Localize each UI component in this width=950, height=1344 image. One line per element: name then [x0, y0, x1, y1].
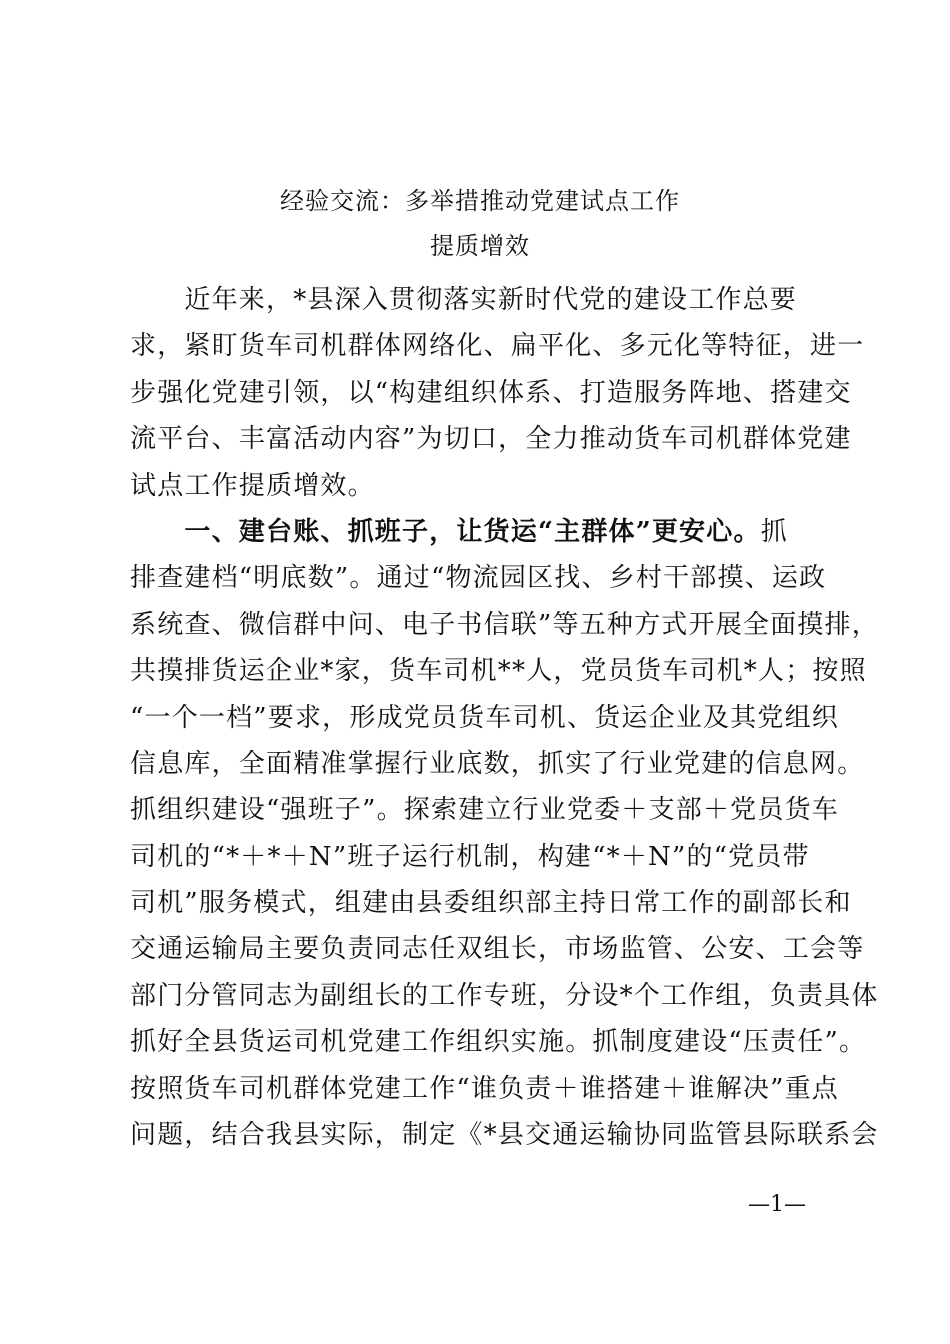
- body-line: 交通运输局主要负责同志任双组长，市场监管、公安、工会等: [130, 934, 865, 965]
- body-line: 共摸排货运企业*家，货车司机**人，党员货车司机*人；按照: [130, 656, 867, 687]
- body-line: 问题，结合我县实际，制定《*县交通运输协同监管县际联系会: [130, 1120, 879, 1151]
- body-line: 近年来，*县深入贯彻落实新时代党的建设工作总要: [130, 285, 798, 315]
- body-line: 排查建档“明底数”。通过“物流园区找、乡村干部摸、运政: [130, 563, 827, 594]
- section-heading-line: [130, 509, 830, 555]
- body-line: 抓组织建设“强班子”。探索建立行业党委＋支部＋党员货车: [130, 795, 839, 826]
- body-line: “一个一档”要求，形成党员货车司机、货运企业及其党组织: [130, 702, 839, 733]
- body-line: 试点工作提质增效。: [130, 470, 375, 501]
- body-line: 信息库，全面精准掌握行业底数，抓实了行业党建的信息网。: [130, 748, 865, 779]
- body-line: 抓好全县货运司机党建工作组织实施。抓制度建设“压责任”。: [130, 1027, 867, 1058]
- body-line: 司机”服务模式，组建由县委组织部主持日常工作的副部长和: [130, 888, 852, 919]
- section-heading-tail: 抓: [760, 516, 788, 547]
- body-line: 步强化党建引领，以“构建组织体系、打造服务阵地、搭建交: [130, 377, 852, 408]
- body-line: 流平台、丰富活动内容”为切口，全力推动货车司机群体党建: [130, 424, 852, 455]
- body-line: 部门分管同志为副组长的工作专班，分设*个工作组，负责具体: [130, 980, 879, 1011]
- body-line: 司机的“*＋*＋N”班子运行机制，构建“*＋N”的“党员带: [130, 841, 810, 872]
- body-line: 求，紧盯货车司机群体网络化、扁平化、多元化等特征，进一: [130, 331, 865, 362]
- document-title: 经验交流：多举措推动党建试点工作: [280, 187, 680, 215]
- body-line: 系统查、微信群中问、电子书信联”等五种方式开展全面摸排，: [130, 609, 879, 640]
- page-number: —1—: [748, 1192, 806, 1217]
- document-title-continued: 提质增效: [430, 232, 530, 260]
- section-heading: 一、建台账、抓班子，让货运“主群体”更安心。: [130, 516, 761, 547]
- document-body: [130, 277, 879, 1158]
- body-line: 按照货车司机群体党建工作“谁负责＋谁搭建＋谁解决”重点: [130, 1073, 839, 1104]
